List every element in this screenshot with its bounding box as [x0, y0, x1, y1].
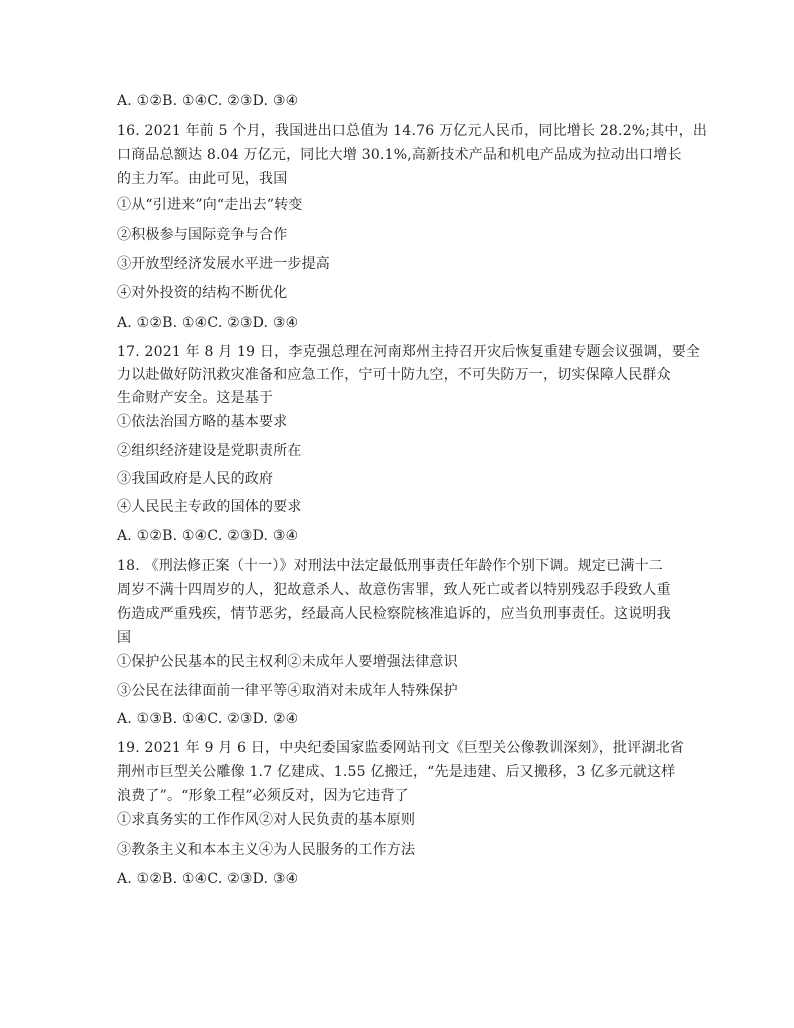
q17-statement-1: ①依法治国方略的基本要求: [117, 414, 288, 430]
q17-stem-line-3: 生命财产安全。这是基于: [117, 390, 274, 406]
q16-stem-line-3: 的主力军。由此可见，我国: [117, 171, 288, 187]
q16-stem-line-2: 口商品总额达 8.04 万亿元，同比大增 30.1%,高新技术产品和机电产品成为拉动出口增长: [117, 147, 682, 163]
q18-statement-3-4: ③公民在法律面前一律平等④取消对未成年人特殊保护: [117, 683, 458, 699]
q16-statement-1: ①从“引进来”向“走出去”转变: [117, 197, 303, 213]
q17-statement-3: ③我国政府是人民的政府: [117, 471, 274, 487]
q16-stem-line-1: 16. 2021 年前 5 个月，我国进出口总值为 14.76 万亿元人民币，同比增长 28.2%;其中，出: [117, 123, 708, 139]
q17-stem-line-2: 力以赴做好防汛救灾准备和应急工作，宁可十防九空，不可失防万一，切实保障人民群众: [117, 367, 671, 383]
q18-stem-line-3: 伤造成严重残疾，情节恶劣，经最高人民检察院核准追诉的，应当负刑事责任。这说明我: [117, 606, 671, 622]
q18-statement-1-2: ①保护公民基本的民主权利②未成年人要增强法律意识: [117, 654, 458, 670]
q19-statement-1-2: ①求真务实的工作作风②对人民负责的基本原则: [117, 812, 416, 828]
q17-statement-4: ④人民民主专政的国体的要求: [117, 499, 302, 515]
q16-answer-options: A. ①②B. ①④C. ②③D. ③④: [117, 315, 299, 331]
q17-statement-2: ②组织经济建设是党职责所在: [117, 443, 302, 459]
q16-statement-4: ④对外投资的结构不断优化: [117, 285, 288, 301]
q15-answer-options: A. ①②B. ①④C. ②③D. ③④: [117, 93, 299, 109]
q19-stem-line-2: 荆州市巨型关公雕像 1.7 亿建成、1.55 亿搬迁，“先是违建、后又搬移，3 亿多元就这样: [117, 764, 676, 780]
q17-answer-options: A. ①②B. ①④C. ②③D. ③④: [117, 528, 299, 544]
q18-answer-options: A. ①③B. ①④C. ②③D. ②④: [117, 711, 299, 727]
q16-statement-2: ②积极参与国际竞争与合作: [117, 227, 288, 243]
q19-stem-line-1: 19. 2021 年 9 月 6 日，中央纪委国家监委网站刊文《巨型关公像教训深刻》，批评湖北省: [117, 740, 685, 756]
q19-statement-3-4: ③教条主义和本本主义④为人民服务的工作方法: [117, 842, 416, 858]
q18-stem-line-4: 国: [117, 630, 132, 646]
q19-stem-line-3: 浪费了”。“形象工程”必须反对，因为它违背了: [117, 788, 409, 804]
q18-stem-line-1: 18. 《刑法修正案（十一）》对刑法中法定最低刑事责任年龄作个别下调。规定已满十二: [117, 558, 663, 574]
q17-stem-line-1: 17. 2021 年 8 月 19 日，李克强总理在河南郑州主持召开灾后恢复重建专题会议强调，要全: [117, 344, 701, 360]
q16-statement-3: ③开放型经济发展水平进一步提高: [117, 256, 330, 272]
q19-answer-options: A. ①②B. ①④C. ②③D. ③④: [117, 871, 299, 887]
q18-stem-line-2: 周岁不满十四周岁的人，犯故意杀人、故意伤害罪，致人死亡或者以特别残忍手段致人重: [117, 582, 671, 598]
